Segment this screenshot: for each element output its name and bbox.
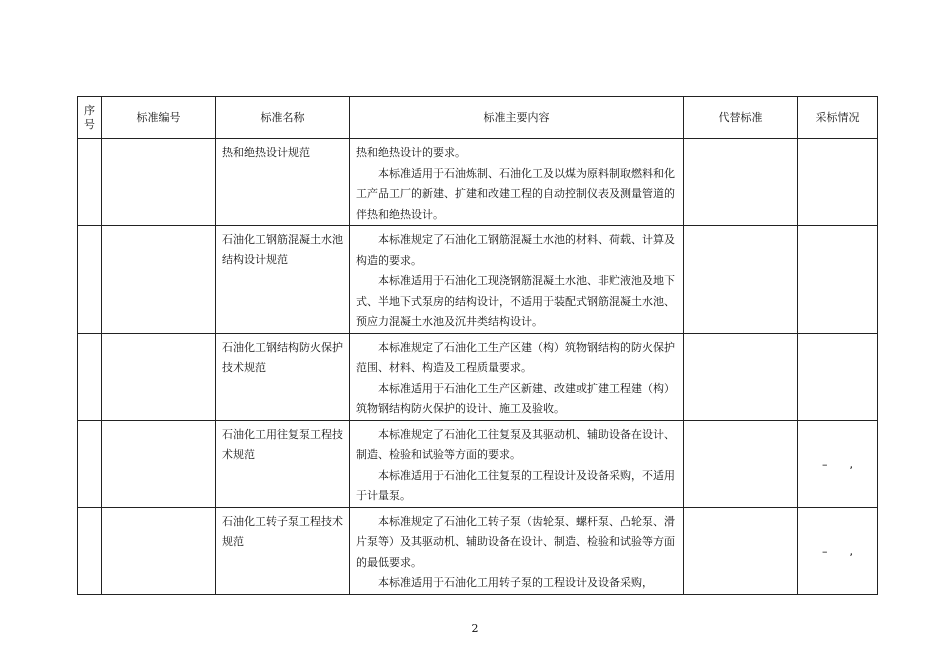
cell-name: 石油化工转子泵工程技术规范	[216, 507, 350, 594]
cell-seq	[78, 420, 102, 507]
cell-name: 石油化工钢结构防火保护技术规范	[216, 333, 350, 420]
table-row	[78, 420, 878, 507]
page-number: 2	[471, 622, 479, 635]
cell-seq	[78, 507, 102, 594]
header-content: 标准主要内容	[350, 97, 684, 139]
cell-replaces	[684, 507, 798, 594]
cell-replaces	[684, 226, 798, 334]
cell-code	[102, 139, 216, 226]
cell-adoption	[798, 333, 878, 420]
cell-seq	[78, 226, 102, 334]
cell-replaces	[684, 420, 798, 507]
cell-code	[102, 507, 216, 594]
content-paragraph: 本标准适用于石油化工往复泵的工程设计及设备采购，不适用于计量泵。	[356, 468, 675, 502]
cell-name: 石油化工钢筋混凝土水池结构设计规范	[216, 226, 350, 334]
cell-replaces	[684, 333, 798, 420]
cell-content	[350, 333, 684, 420]
cell-content	[350, 507, 684, 594]
content-paragraph: 本标准适用于石油炼制、石油化工及以煤为原料制取燃料和化工产品工厂的新建、扩建和改建工程的自动控制仪表及测量管道的伴热和绝热设计。	[356, 166, 675, 221]
content-paragraph: 热和绝热设计的要求。	[356, 146, 466, 159]
adoption-mark: – ,	[822, 457, 853, 471]
cell-code	[102, 420, 216, 507]
table-row	[78, 333, 878, 420]
cell-content	[350, 226, 684, 334]
cell-seq	[78, 139, 102, 226]
cell-name: 热和绝热设计规范	[216, 139, 350, 226]
cell-code	[102, 226, 216, 334]
content-paragraph: 本标准规定了石油化工往复泵及其驱动机、辅助设备在设计、制造、检验和试验等方面的要求。	[356, 427, 675, 461]
standards-table	[77, 96, 878, 595]
cell-seq	[78, 333, 102, 420]
content-paragraph: 本标准规定了石油化工生产区建（构）筑物钢结构的防火保护范围、材料、构造及工程质量要求。	[356, 340, 675, 374]
table-row	[78, 139, 878, 226]
cell-code	[102, 333, 216, 420]
cell-content	[350, 139, 684, 226]
content-paragraph: 本标准适用于石油化工现浇钢筋混凝土水池、非贮液池及地下式、半地下式泵房的结构设计，不适用于装配式钢筋混凝土水池、预应力混凝土水池及沉井类结构设计。	[356, 274, 675, 328]
table-row	[78, 507, 878, 594]
header-seq: 序号	[78, 97, 102, 139]
cell-adoption	[798, 420, 878, 507]
cell-content	[350, 420, 684, 507]
content-paragraph: 本标准适用于石油化工用转子泵的工程设计及设备采购，	[378, 576, 653, 589]
header-adoption: 采标情况	[798, 97, 878, 139]
cell-name: 石油化工用往复泵工程技术规范	[216, 420, 350, 507]
content-paragraph: 本标准规定了石油化工钢筋混凝土水池的材料、荷载、计算及构造的要求。	[356, 233, 675, 267]
cell-adoption	[798, 226, 878, 334]
header-row	[78, 97, 878, 139]
cell-replaces	[684, 139, 798, 226]
header-name: 标准名称	[216, 97, 350, 139]
header-code: 标准编号	[102, 97, 216, 139]
content-paragraph: 本标准规定了石油化工转子泵（齿轮泵、螺杆泵、凸轮泵、滑片泵等）及其驱动机、辅助设备在设计、制造、检验和试验等方面的最低要求。	[356, 514, 675, 569]
adoption-mark: – ,	[822, 544, 853, 558]
table-row	[78, 226, 878, 334]
header-replaces: 代替标准	[684, 97, 798, 139]
cell-adoption	[798, 507, 878, 594]
content-paragraph: 本标准适用于石油化工生产区新建、改建或扩建工程建（构）筑物钢结构防火保护的设计、施工及验收。	[356, 381, 675, 415]
cell-adoption	[798, 139, 878, 226]
